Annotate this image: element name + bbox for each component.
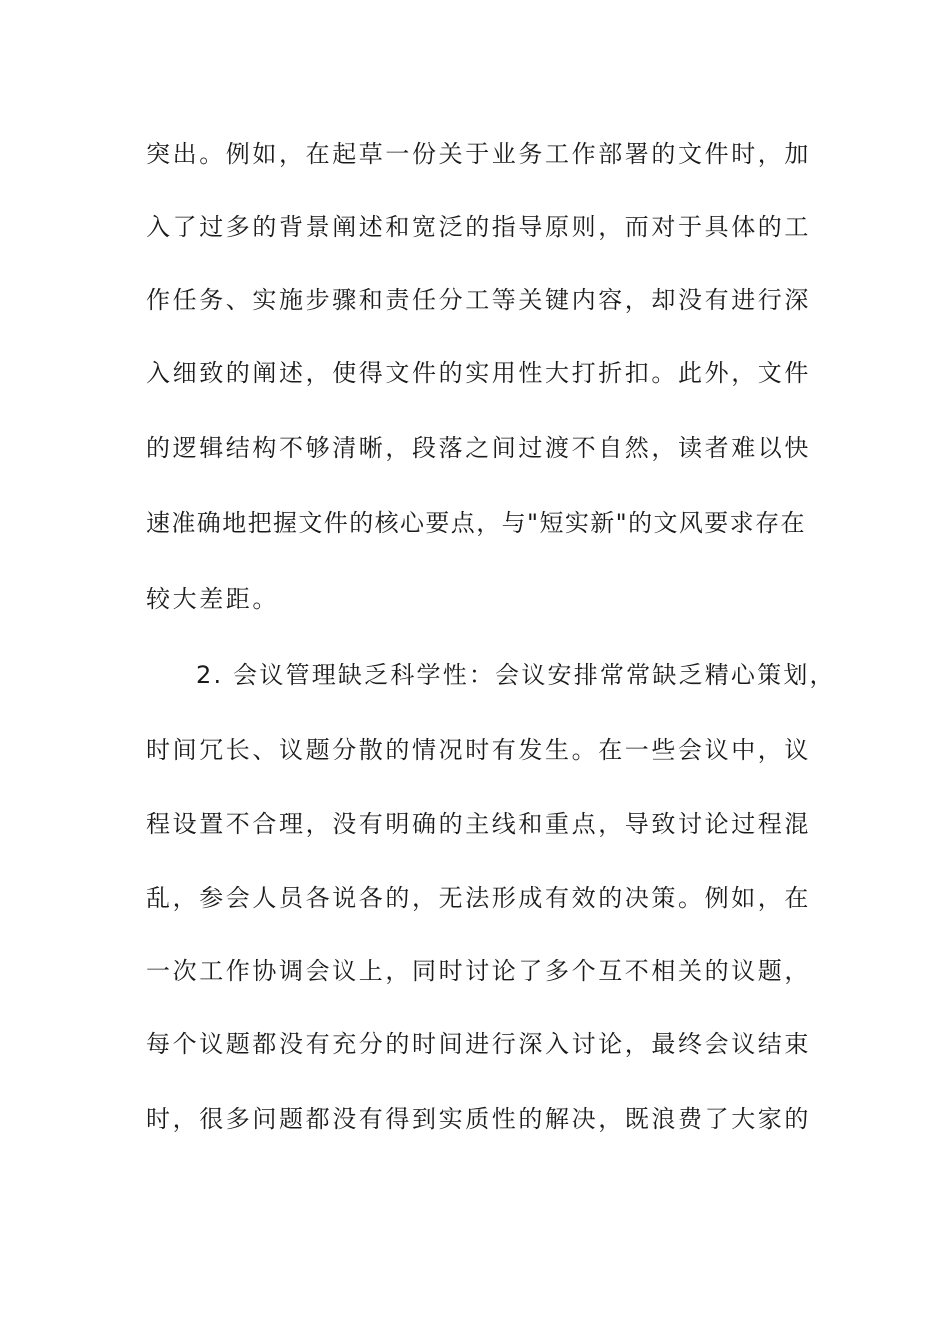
paragraph-line: 入了过多的背景阐述和宽泛的指导原则，而对于具体的工 [146,213,811,241]
paragraph-line: 一次工作协调会议上，同时讨论了多个互不相关的议题， [146,957,811,985]
paragraph-line: 入细致的阐述，使得文件的实用性大打折扣。此外，文件 [146,359,811,387]
paragraph-line: 作任务、实施步骤和责任分工等关键内容，却没有进行深 [146,286,811,314]
paragraph-line: 时，很多问题都没有得到实质性的解决，既浪费了大家的 [146,1105,811,1133]
paragraph-line: 时间冗长、议题分散的情况时有发生。在一些会议中，议 [146,736,811,764]
paragraph-line: 突出。例如，在起草一份关于业务工作部署的文件时，加 [146,140,811,168]
paragraph-line: 2. 会议管理缺乏科学性：会议安排常常缺乏精心策划， [196,661,836,689]
paragraph-line: 较大差距。 [146,585,279,613]
paragraph-line: 的逻辑结构不够清晰，段落之间过渡不自然，读者难以快 [146,434,811,462]
paragraph-line: 程设置不合理，没有明确的主线和重点，导致讨论过程混 [146,810,811,838]
paragraph-line: 速准确地把握文件的核心要点，与"短实新"的文风要求存在 [146,509,806,537]
paragraph-line: 每个议题都没有充分的时间进行深入讨论，最终会议结束 [146,1030,811,1058]
paragraph-line: 乱，参会人员各说各的，无法形成有效的决策。例如，在 [146,884,811,912]
